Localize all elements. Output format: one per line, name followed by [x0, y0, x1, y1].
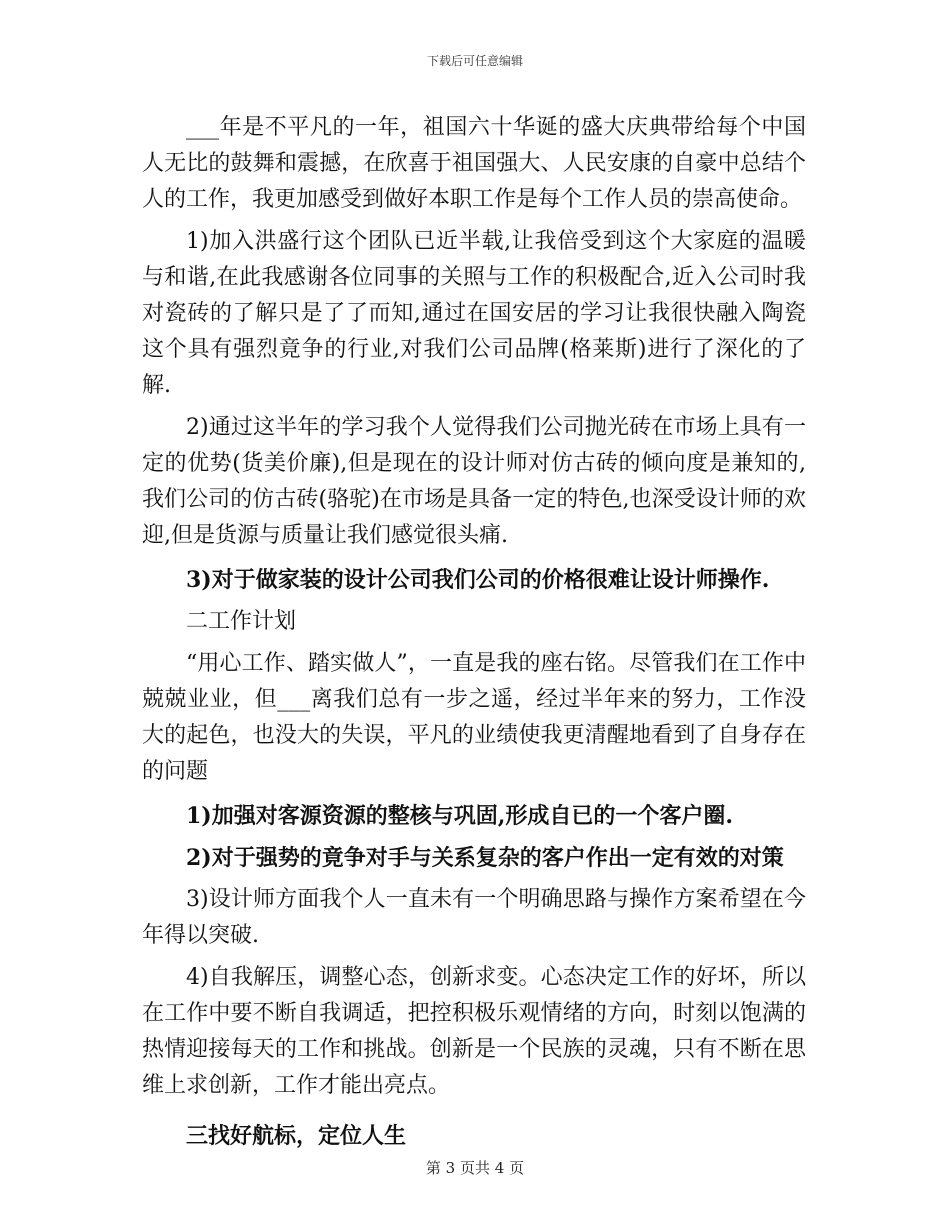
plan-item-4: 4)自我解压，调整心态，创新求变。心态决定工作的好坏，所以在工作中要不断自我调适，把控积极乐观情绪的方向，时刻以饱满的热情迎接每天的工作和挑战。创新是一个民族的灵魂，只有不断在思维上求创新，工作才能出亮点。: [142, 965, 806, 1098]
paragraph-motto: “用心工作、踏实做人”，一直是我的座右铭。尽管我们在工作中兢兢业业，但___离我们总有一步之遥，经过半年来的努力，工作没大的起色，也没大的失误，平凡的业绩使我更清醒地看到了自身存在的问题: [142, 651, 806, 784]
page-header: 下载后可任意编辑: [426, 54, 523, 68]
plan-item-2: 2)对于强势的竟争对手与关系复杂的客户作出一定有效的对策: [186, 845, 784, 871]
plan-item-1: 1)加强对客源资源的整核与巩固,形成自已的一个客户圈.: [186, 803, 734, 829]
section-heading-navigation: 三找好航标，定位人生: [186, 1123, 407, 1149]
paragraph-item-2: 2)通过这半年的学习我个人觉得我们公司抛光砖在市场上具有一定的优势(货美价廉),但是现在的设计师对仿古砖的倾向度是兼知的,我们公司的仿古砖(骆驼)在市场是具备一定的特色,也深受设计师的欢迎,但是货源与质量让我们感觉很头痛.: [142, 415, 806, 548]
paragraph-intro: ___年是不平凡的一年，祖国六十华诞的盛大庆典带给每个中国人无比的鼓舞和震撼，在欣喜于祖国强大、人民安康的自豪中总结个人的工作，我更加感受到做好本职工作是每个工作人员的崇高使命。: [142, 115, 806, 212]
paragraph-item-1: 1)加入洪盛行这个团队已近半载,让我倍受到这个大家庭的温暖与和谐,在此我感谢各位同事的关照与工作的积极配合,近入公司时我对瓷砖的了解只是了了而知,通过在国安居的学习让我很快融入陶瓷这个具有强烈竟争的行业,对我们公司品牌(格莱斯)进行了深化的了解.: [142, 229, 806, 398]
page-footer: 第 3 页共 4 页: [425, 1159, 525, 1177]
paragraph-item-3: 3)对于做家装的设计公司我们公司的价格很难让设计师操作.: [186, 567, 770, 593]
document-body: [142, 110, 806, 1154]
plan-item-3: 3)设计师方面我个人一直未有一个明确思路与操作方案希望在今年得以突破.: [142, 887, 806, 948]
section-heading-work-plan: 二工作计划: [186, 609, 297, 634]
